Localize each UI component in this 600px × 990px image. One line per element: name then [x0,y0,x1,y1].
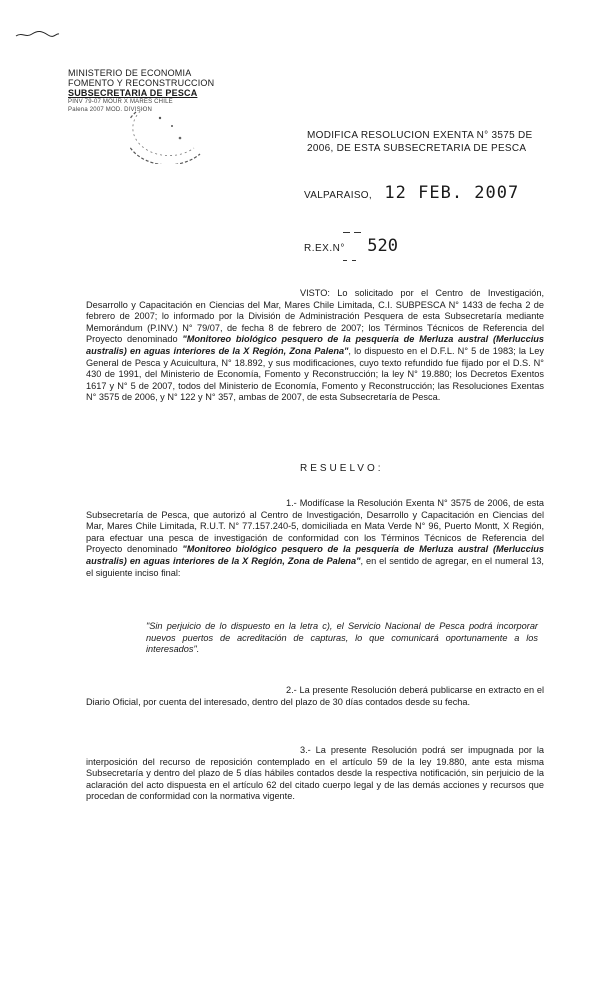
date-city: VALPARAISO, [304,190,372,201]
item-1-quote: "Sin perjuicio de lo dispuesto en la letra c), el Servicio Nacional de Pesca podrá incorporar nuevos puertos de acreditación de capturas, lo que comunicará oportunamente a los interesados". [146,621,538,655]
visto-opening: VISTO: Lo solicitado por el Centro de Investigación, [300,288,544,298]
item-2-opening: 2.- La presente Resolución deberá publicarse en [286,685,486,695]
official-stamp [130,104,216,164]
item-3-opening: 3.- La presente Resolución podrá ser impugnada [300,745,514,755]
item-3-text: por la interposición del recurso de reposición contemplado en el artículo 59 de la ley 19.880, ante esta misma Subsecretaría y dentro del plazo de 5 días hábiles contados desde la respectiva notificación, sin perjuicio de la aclaración del acto dispuesta en el artículo 62 del citado cuerpo legal y de las demás acciones y recursos que procedan de conformidad con la normativa vigente. [86,745,544,802]
dash-mark [343,232,350,233]
resolution-number-line [304,236,398,256]
visto-text-cont: , lo dispuesto en el D.F.L. N° 5 de 1983; la Ley General de Pesca y Acuicultura, N° 18.892, y sus modificaciones, cuyo texto refundido fue fijado por el D.S. N° 430 de 1991, del Ministerio de Economía, Fomento y Reconstrucción; la ley N° 19.880; los Decretos Exentos 1617 y N° 5 de 2007, todos del Ministerio de Economía, Fomento y Reconstrucción; las Resoluciones Exentas N° 3575 de 2006, y N° 122 y N° 357, ambas de 2007, de esta Subsecretaría de Pesca. [86,345,544,403]
ministry-name-line2: FOMENTO Y RECONSTRUCCION [68,78,215,88]
date-stamp: 12 FEB. 2007 [384,183,520,203]
resolution-label: R.EX.N° [304,243,345,254]
resuelvo-heading: RESUELVO: [300,463,384,474]
resolution-title-line2: 2006, DE ESTA SUBSECRETARIA DE PESCA [307,143,527,154]
ministry-name: MINISTERIO DE ECONOMIA [68,68,192,78]
dash-mark [354,232,361,233]
item-1-text: 2006, de esta Subsecretaría de Pesca, que autorizó al Centro de Investigación, Desarrollo y Capacitación en Ciencias del Mar, Mares Chile Limitada, R.U.T. N° 77.157.240-5, domiciliada en Mata Verde N° 96, Puerto Montt, X Región, para efectuar una pesca de investigación de conformidad con los Términos Técnicos de Referencia del Proyecto denominado [86,498,544,555]
item-2-text: extracto en el Diario Oficial, por cuenta del interesado, dentro del plazo de 30 días contados desde su fecha. [86,685,544,707]
visto-text: Desarrollo y Capacitación en Ciencias del Mar, Mares Chile Limitada, C.I. SUBPESCA N° 1433 de fecha 2 de febrero de 2007; lo informado por la División de Administración Pesquera de esta Subsecretaría mediante Memorándum (P.INV.) N° 79/07, de fecha 8 de febrero de 2007; los Términos Técnicos de Referencia del Proyecto denominado [86,299,544,345]
subsecretariat-name: SUBSECRETARIA DE PESCA [68,88,198,98]
resolution-title-line1: MODIFICA RESOLUCION EXENTA N° 3575 DE [307,130,533,141]
item-3-paragraph [86,745,544,803]
handwritten-mark [14,28,60,40]
item-1-opening: 1.- Modifícase la Resolución Exenta N° 3575 de [286,498,485,508]
file-reference: PINV 79-07 MOUR X MARES CHILE [68,99,173,105]
dash-mark [343,260,347,261]
date-line [304,183,519,203]
item-1-text-cont: , en el sentido de agregar, en el numeral 13, el siguiente inciso final: [86,555,544,578]
file-reference-line2: Palena 2007 MOD. DIVISION [68,107,153,113]
visto-project-name: "Monitoreo biológico pesquero de la pesquería de Merluza austral (Merluccius australis) en aguas interiores de la X Región, Zona Palena" [86,334,544,356]
item-1-paragraph [86,498,544,579]
visto-paragraph [86,288,544,404]
dash-mark [352,260,356,261]
item-2-paragraph [86,685,544,708]
item-1-project-name: "Monitoreo biológico pesquero de la pesquería de Merluza austral (Merluccius australis) en aguas interiores de la X Región, Zona de Palena" [86,544,544,566]
resolution-number: 520 [367,236,399,256]
resolution-title [307,129,557,155]
